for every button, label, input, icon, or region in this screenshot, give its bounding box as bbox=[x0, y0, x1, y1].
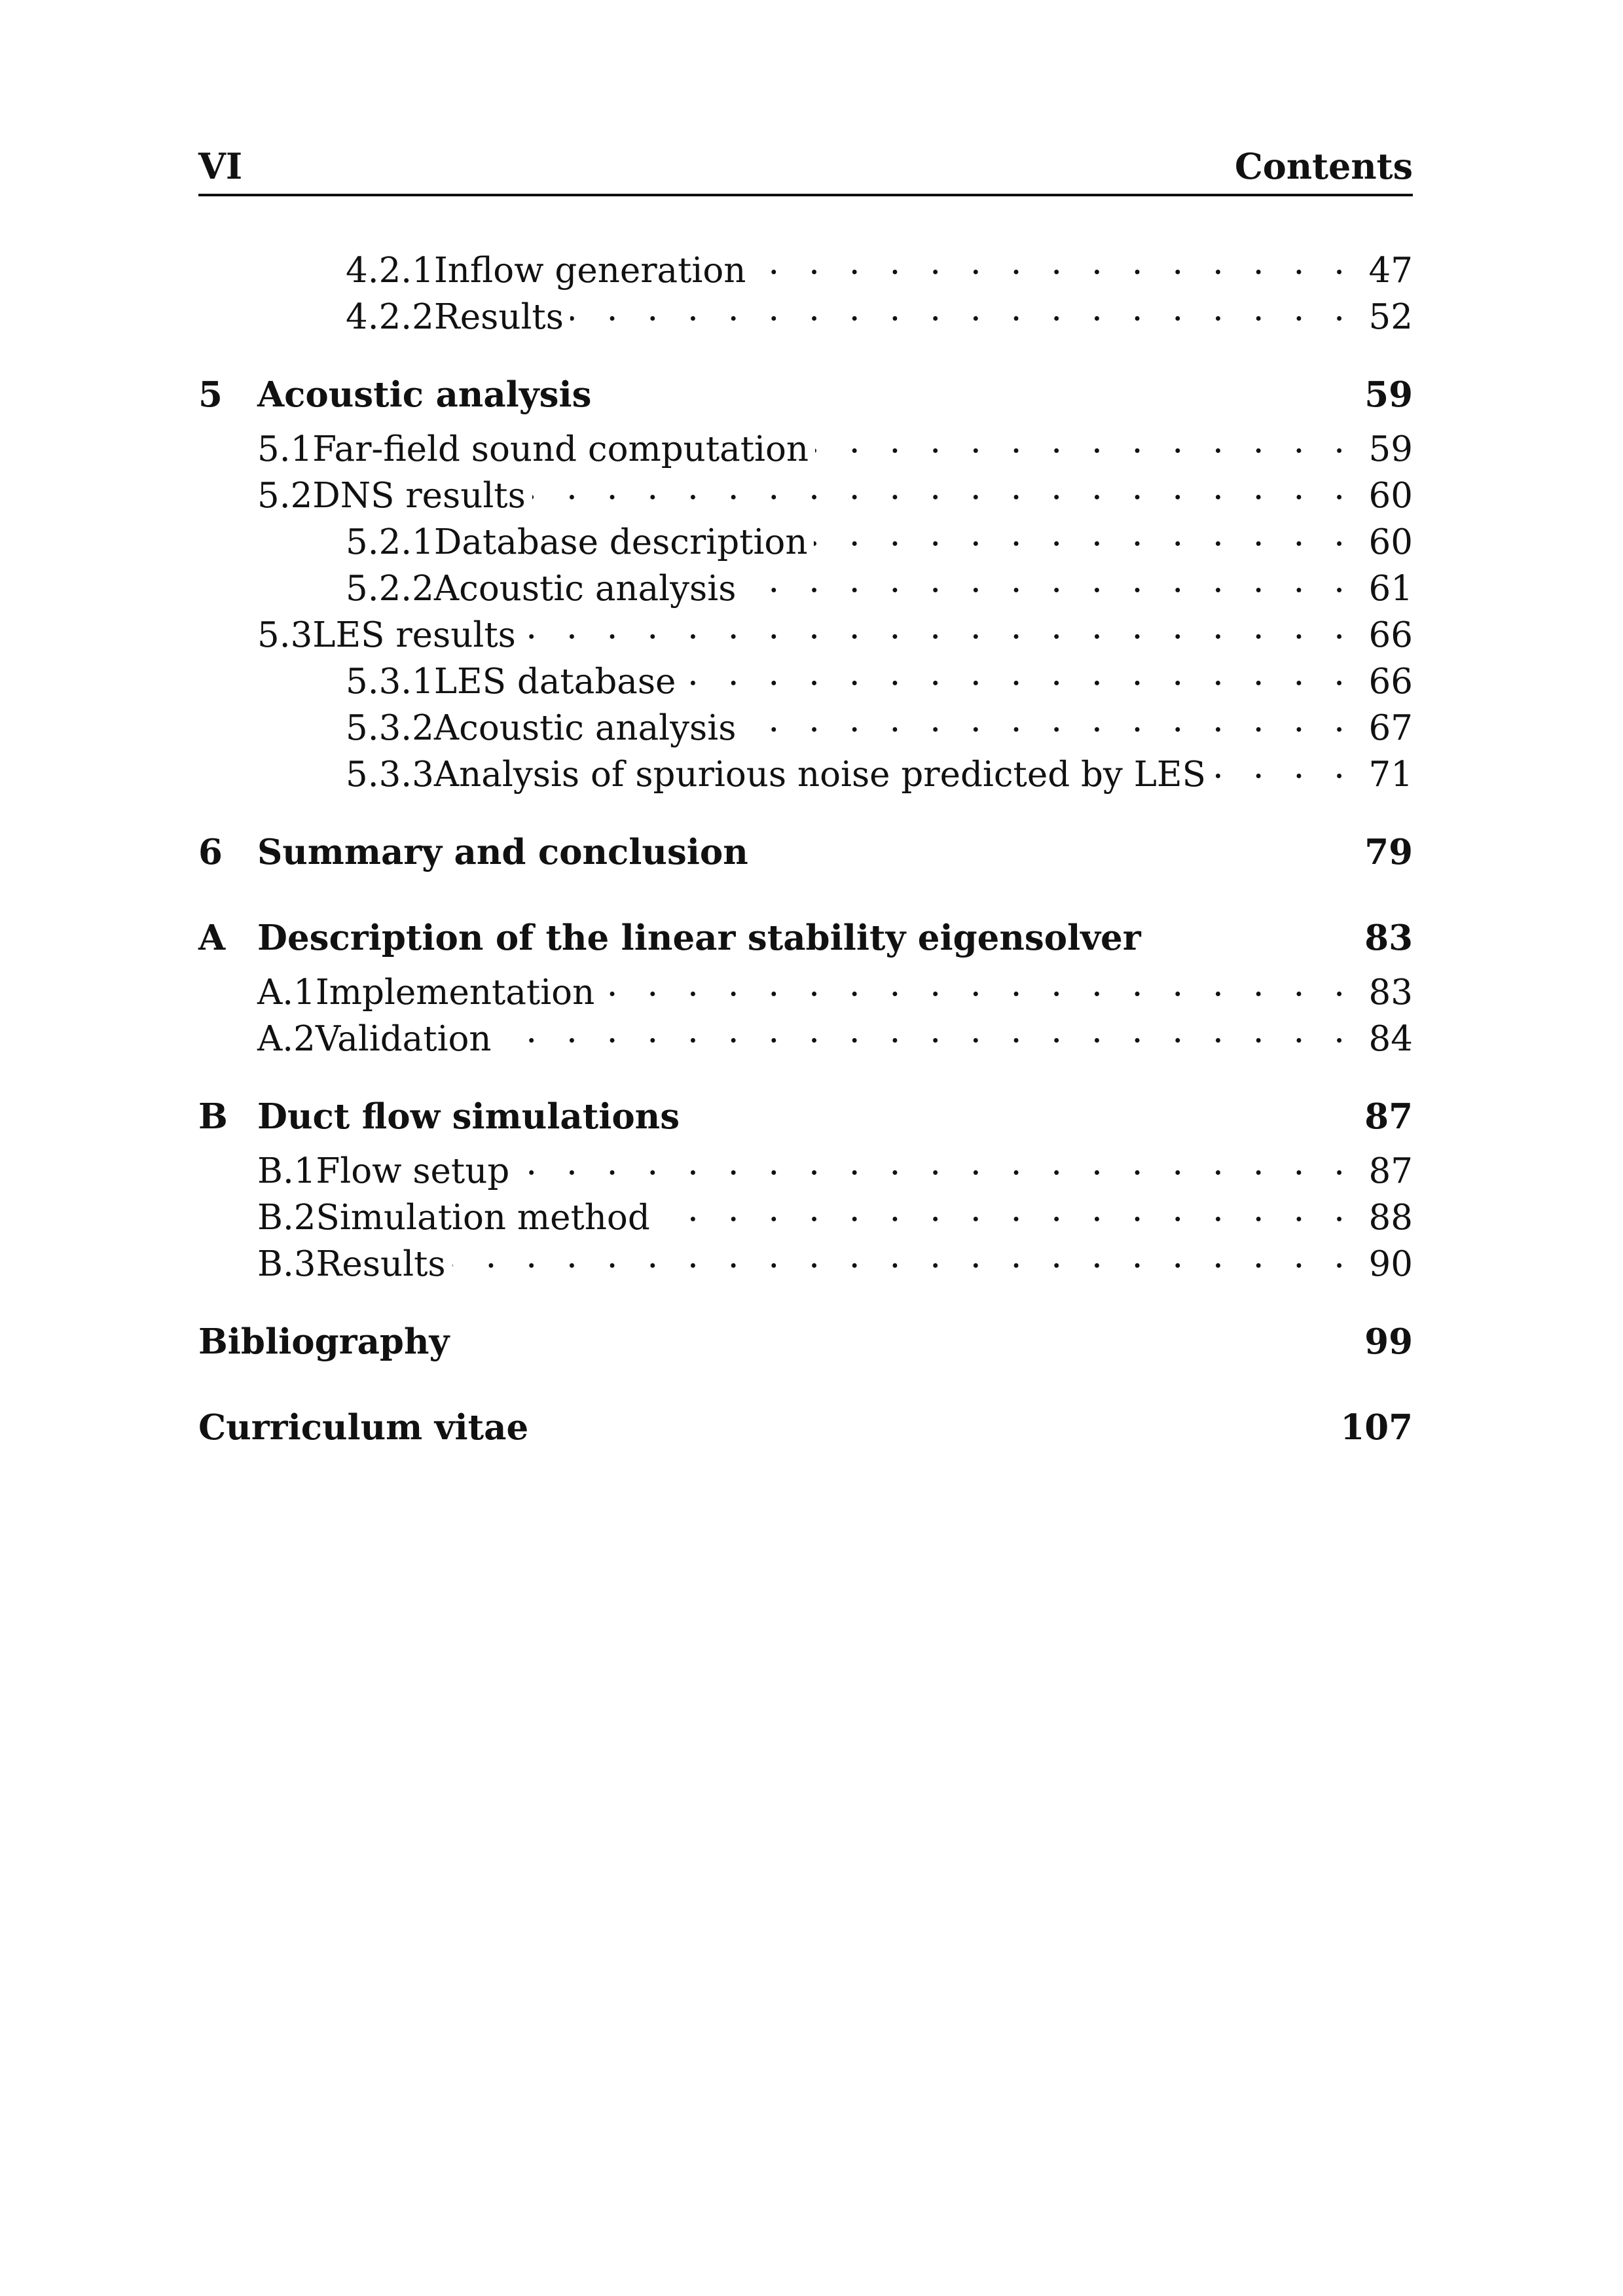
toc-entry-title: Description of the linear stability eigensolver bbox=[257, 918, 1141, 959]
toc-entry-number: 5 bbox=[198, 374, 223, 416]
toc-section-entry[interactable] bbox=[198, 607, 1413, 656]
toc-entry-title: Acoustic analysis bbox=[257, 374, 592, 416]
toc-entry-page: 99 bbox=[1364, 1321, 1413, 1363]
toc-entry-title: LES database bbox=[433, 662, 676, 702]
toc-dot-leader bbox=[742, 560, 1354, 600]
table-of-contents bbox=[198, 242, 1413, 1454]
toc-entry-page: 66 bbox=[1368, 615, 1413, 656]
toc-entry-title: Database description bbox=[433, 522, 808, 563]
toc-entry-page: 60 bbox=[1368, 476, 1413, 516]
toc-entry-title: Summary and conclusion bbox=[257, 832, 748, 873]
toc-entry-title: Duct flow simulations bbox=[257, 1096, 680, 1138]
toc-entry-title: Analysis of spurious noise predicted by LES bbox=[433, 755, 1206, 795]
toc-entry-page: 66 bbox=[1368, 662, 1413, 702]
toc-chapter-entry[interactable] bbox=[198, 1321, 1413, 1368]
toc-entry-page: 87 bbox=[1364, 1096, 1413, 1138]
toc-dot-leader bbox=[570, 289, 1354, 329]
toc-entry-page: 67 bbox=[1368, 708, 1413, 749]
toc-entry-page: 59 bbox=[1368, 429, 1413, 470]
toc-section-entry[interactable] bbox=[198, 1143, 1413, 1192]
toc-dot-leader bbox=[452, 1236, 1354, 1276]
toc-section-entry[interactable] bbox=[198, 514, 1413, 563]
toc-entry-page: 90 bbox=[1368, 1244, 1413, 1285]
toc-dot-leader bbox=[814, 514, 1354, 554]
toc-entry-title: Results bbox=[433, 297, 564, 338]
toc-entry-number: 5.2.2 bbox=[346, 569, 434, 609]
toc-chapter-entry[interactable] bbox=[198, 832, 1413, 878]
toc-dot-leader bbox=[742, 700, 1354, 740]
toc-entry-title: Inflow generation bbox=[433, 251, 746, 291]
toc-dot-leader bbox=[532, 467, 1354, 507]
toc-entry-number: 5.2.1 bbox=[346, 522, 434, 563]
toc-entry-page: 107 bbox=[1340, 1407, 1413, 1448]
toc-entry-page: 83 bbox=[1368, 973, 1413, 1013]
toc-chapter-entry[interactable] bbox=[198, 1096, 1413, 1143]
toc-entry-page: 47 bbox=[1368, 251, 1413, 291]
toc-section-entry[interactable] bbox=[198, 421, 1413, 470]
toc-section-entry[interactable] bbox=[198, 746, 1413, 793]
toc-entry-number: 5.3.1 bbox=[346, 662, 434, 702]
toc-dot-leader bbox=[815, 421, 1354, 461]
header-section-title: Contents bbox=[1234, 145, 1413, 187]
toc-entry-page: 60 bbox=[1368, 522, 1413, 563]
toc-section-entry[interactable] bbox=[198, 653, 1413, 700]
toc-entry-page: 87 bbox=[1368, 1151, 1413, 1192]
toc-entry-title: Far-field sound computation bbox=[312, 429, 809, 470]
toc-entry-title: Acoustic analysis bbox=[433, 569, 737, 609]
toc-dot-leader bbox=[516, 1143, 1354, 1183]
toc-entry-number: A.2 bbox=[257, 1019, 316, 1060]
toc-dot-leader bbox=[601, 964, 1354, 1004]
toc-section-entry[interactable] bbox=[198, 289, 1413, 338]
toc-entry-page: 52 bbox=[1368, 297, 1413, 338]
toc-entry-number: 4.2.2 bbox=[346, 297, 434, 338]
toc-dot-leader bbox=[498, 1011, 1354, 1050]
toc-entry-page: 88 bbox=[1368, 1198, 1413, 1238]
toc-section-entry[interactable] bbox=[198, 1011, 1413, 1060]
toc-section-entry[interactable] bbox=[198, 700, 1413, 749]
toc-entry-page: 83 bbox=[1364, 918, 1413, 959]
toc-entry-page: 59 bbox=[1364, 374, 1413, 416]
toc-entry-title: Bibliography bbox=[198, 1321, 450, 1363]
toc-entry-number: A.1 bbox=[257, 973, 316, 1013]
toc-entry-number: 5.2 bbox=[257, 476, 313, 516]
toc-section-entry[interactable] bbox=[198, 1189, 1413, 1236]
toc-section-entry[interactable] bbox=[198, 467, 1413, 514]
toc-entry-number: B.2 bbox=[257, 1198, 316, 1238]
toc-entry-number: B bbox=[198, 1096, 228, 1138]
toc-entry-title: Implementation bbox=[315, 973, 595, 1013]
document-page bbox=[198, 147, 1413, 1454]
toc-entry-title: Simulation method bbox=[316, 1198, 650, 1238]
toc-dot-leader bbox=[1213, 746, 1354, 786]
toc-entry-number: 5.3 bbox=[257, 615, 313, 656]
toc-section-entry[interactable] bbox=[198, 242, 1413, 289]
toc-entry-number: A bbox=[198, 918, 226, 959]
toc-section-entry[interactable] bbox=[198, 964, 1413, 1011]
header-page-number: VI bbox=[198, 145, 243, 187]
toc-entry-number: B.3 bbox=[257, 1244, 316, 1285]
toc-dot-leader bbox=[522, 607, 1354, 647]
toc-entry-title: Results bbox=[316, 1244, 446, 1285]
toc-section-entry[interactable] bbox=[198, 560, 1413, 607]
toc-entry-number: 6 bbox=[198, 832, 223, 873]
toc-chapter-entry[interactable] bbox=[198, 918, 1413, 964]
toc-entry-number: 5.3.2 bbox=[346, 708, 434, 749]
toc-dot-leader bbox=[657, 1189, 1354, 1229]
toc-entry-title: LES results bbox=[312, 615, 516, 656]
toc-entry-page: 79 bbox=[1364, 832, 1413, 873]
toc-section-entry[interactable] bbox=[198, 1236, 1413, 1285]
toc-chapter-entry[interactable] bbox=[198, 374, 1413, 421]
toc-entry-page: 71 bbox=[1368, 755, 1413, 795]
toc-chapter-entry[interactable] bbox=[198, 1407, 1413, 1454]
toc-entry-page: 84 bbox=[1368, 1019, 1413, 1060]
running-header bbox=[198, 147, 1413, 196]
toc-entry-page: 61 bbox=[1368, 569, 1413, 609]
toc-entry-title: Curriculum vitae bbox=[198, 1407, 529, 1448]
toc-dot-leader bbox=[682, 653, 1354, 693]
toc-entry-title: Flow setup bbox=[316, 1151, 510, 1192]
toc-entry-title: Acoustic analysis bbox=[433, 708, 737, 749]
toc-entry-number: 5.1 bbox=[257, 429, 313, 470]
toc-entry-title: DNS results bbox=[312, 476, 526, 516]
toc-entry-number: 5.3.3 bbox=[346, 755, 434, 795]
toc-dot-leader bbox=[752, 242, 1354, 282]
toc-entry-title: Validation bbox=[315, 1019, 492, 1060]
toc-entry-number: 4.2.1 bbox=[346, 251, 434, 291]
toc-entry-number: B.1 bbox=[257, 1151, 316, 1192]
